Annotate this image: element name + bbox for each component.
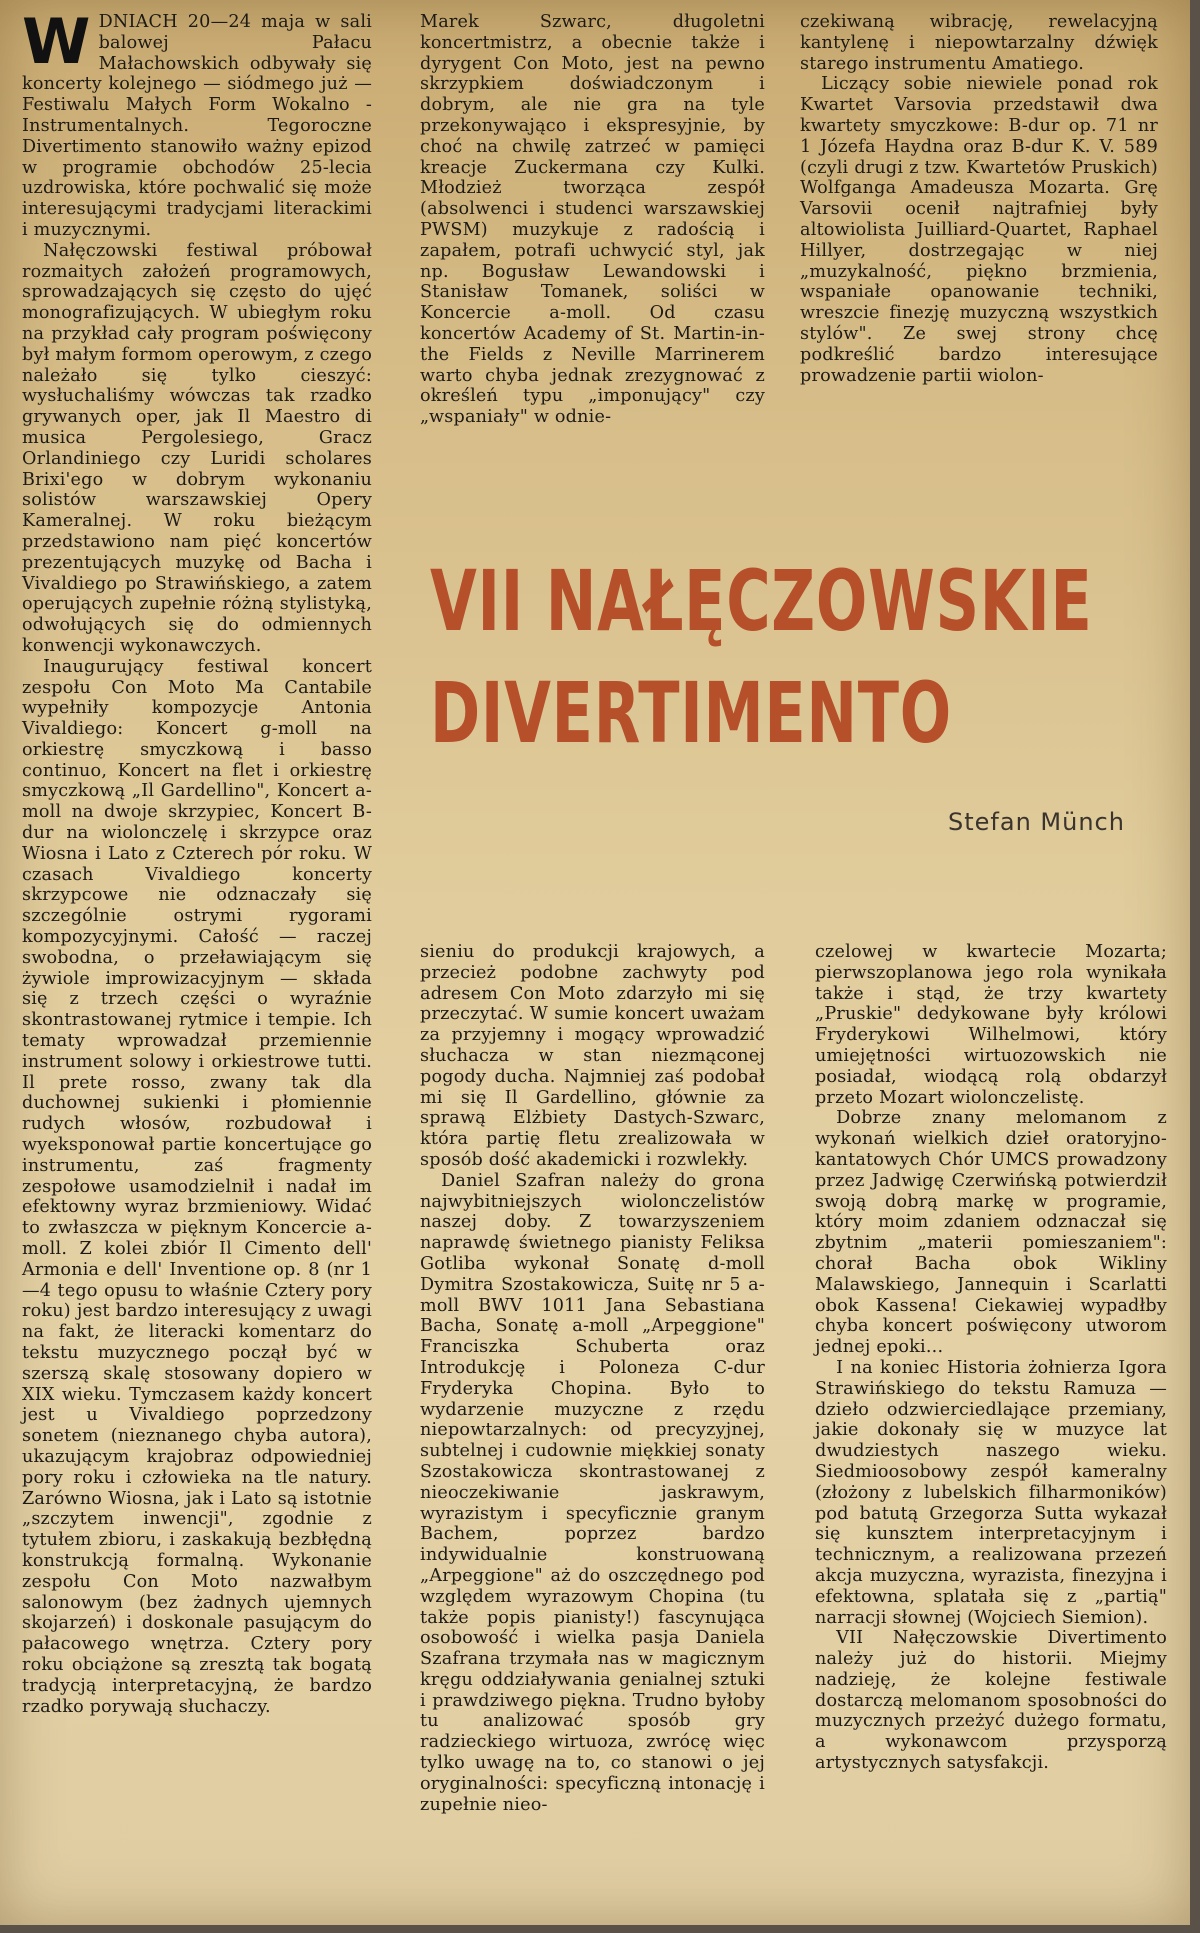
paragraph: Inaugurujący festiwal koncert zespołu Con Moto Ma Cantabile wypełniły kompozycje Antonia Vivaldiego: Koncert g-moll na orkiestrę smyczkową i basso continuo, Koncert na flet i orkiestrę smyczkową „Il Gardellino", Koncert a-moll na dwoje skrzypiec, Koncert B-dur na wiolonczelę i skrzypce oraz Wiosna i Lato z Czterech pór roku. W czasach Vivaldiego koncerty skrzypcowe nie odznaczały się szczególnie ostrymi rygorami kompozycyjnymi. Całość — raczej swobodna, o przeławiającym się żywiole improwizacyjnym — składa się z trzech części o wyraźnie skontrastowanej rytmice i tempie. Ich tematy wprowadzał przemiennie instrument solowy i orkiestrowe tutti. Il prete rosso, zwany tak dla duchownej sukienki i płomiennie rudych włosów, rozbudował i wyeksponował partie koncertujące go instrumentu, zaś fragmenty zespołowe usamodzielnił i nadał im efektowny wyraz brzmieniowy. Widać to zwłaszcza w pięknym Koncercie a-moll. Z kolei zbiór Il Cimento dell' Armonia e dell' Inventione op. 8 (nr 1—4 tego opusu to właśnie Cztery pory roku) jest bardzo interesujący z uwagi na fakt, że literacki komentarz do tekstu muzycznego począł być w szerszą skalę stosowany dopiero w XIX wieku. Tymczasem każdy koncert jest u Vivaldiego poprzedzony sonetem (nieznanego chyba autora), ukazującym krajobraz odpowiedniej pory roku i człowieka na tle natury. Zarówno Wiosna, jak i Lato są istotnie „szczytem inwencji", zgodnie z tytułem zbioru, i zaskakują bezbłędną konstrukcją formalną. Wykonanie zespołu Con Moto nazwałbym salonowym (bez żadnych ujemnych skojarzeń) i doskonale pasującym do pałacowego wnętrza. Cztery pory roku obciążone są zresztą tak bogatą tradycją interpretacyjną, że bardzo rzadko porywają słuchaczy. xyxy=(22,656,372,1717)
paragraph: VII Nałęczowskie Divertimento należy już do historii. Miejmy nadzieję, że kolejne festiwale dostarczą melomanom sposobności do muzycznych przeżyć dużego formatu, a wykonawcom przysporzą artystycznych satysfakcji. xyxy=(815,1628,1167,1774)
article-column-3-bottom xyxy=(815,942,1167,1774)
drop-cap: W xyxy=(22,5,91,78)
paragraph: sieniu do produkcji krajowych, a przecież podobne zachwyty pod adresem Con Moto zdarzyło mi się przeczytać. W sumie koncert uważam za przyjemny i mogący wprowadzić słuchacza w stan niezmąconej pogody ducha. Najmniej zaś podobał mi się Il Gardellino, głównie za sprawą Elżbiety Dastych-Szwarc, która partię fletu zrealizowała w sposób dość akademicki i rozwlekły. xyxy=(420,942,765,1170)
article-column-2-bottom xyxy=(420,942,765,1815)
article-column-1 xyxy=(22,5,372,1717)
headline-line-2: DIVERTIMENTO xyxy=(430,664,952,762)
article-column-3-top xyxy=(800,12,1158,386)
paragraph: czelowej w kwartecie Mozarta; pierwszoplanowa jego rola wynikała także i stąd, że trzy kwartety „Pruskie" dedykowane były królowi Fryderykowi Wilhelmowi, który umiejętności wirtuozowskich nie posiadał, wiodącą rolą obdarzył przeto Mozart wiolonczelistę. xyxy=(815,942,1167,1108)
paragraph: Nałęczowski festiwal próbował rozmaitych założeń programowych, sprowadzających się często do ujęć monografizujących. W ubiegłym roku na przykład cały program poświęcony był małym formom operowym, z czego należało się tylko cieszyć: wysłuchaliśmy wówczas tak rzadko grywanych oper, jak Il Maestro di musica Pergolesiego, Gracz Orlandiniego czy Luridi scholares Brixi'ego w dobrym wykonaniu solistów warszawskiej Opery Kameralnej. W roku bieżącym przedstawiono nam pięć koncertów prezentujących muzykę od Bacha i Vivaldiego po Strawińskiego, a zatem operujących zupełnie różną stylistyką, odwołujących się do odmiennych konwencji wykonawczych. xyxy=(22,240,372,656)
lead-text: DNIACH 20—24 maja w sali balowej Pałacu Małachowskich odbywały się koncerty kolejnego — siódmego już — Festiwalu Małych Form Wokalno - Instrumentalnych. Tegoroczne Divertimento stanowiło ważny epizod w programie obchodów 25-lecia uzdrowiska, które pochwalić się może interesującymi tradycjami literackimi i muzycznymi. xyxy=(22,12,372,240)
paragraph: Marek Szwarc, długoletni koncertmistrz, a obecnie także i dyrygent Con Moto, jest na pewno skrzypkiem doświadczonym i dobrym, ale nie gra na tyle przekonywająco i ekspresyjnie, by choć na chwilę zatrzeć w pamięci kreacje Zuckermana czy Kulki. Młodzież tworząca zespół (absolwenci i studenci warszawskiej PWSM) muzykuje z radością i zapałem, potrafi uchwycić styl, jak np. Bogusław Lewandowski i Stanisław Tomanek, soliści w Koncercie a-moll. Od czasu koncertów Academy of St. Martin-in-the Fields z Neville Marrinerem warto chyba jednak zrezygnować z określeń typu „imponujący" czy „wspaniały" w odnie- xyxy=(420,12,765,428)
paragraph: I na koniec Historia żołnierza Igora Strawińskiego do tekstu Ramuza — dzieło odzwierciedlające przemiany, jakie dokonały się w muzyce lat dwudziestych naszego wieku. Siedmioosobowy zespół kameralny (złożony z lubelskich filharmoników) pod batutą Grzegorza Sutta wykazał się kunsztem interpretacyjnym i technicznym, a realizowana przezeń akcja muzyczna, wyrazista, finezyjna i efektowna, splatała się z „partią" narracji słownej (Wojciech Siemion). xyxy=(815,1357,1167,1628)
headline-line-1: VII NAŁĘCZOWSKIE xyxy=(430,552,1093,650)
lead-paragraph xyxy=(22,5,372,241)
paragraph: Dobrze znany melomanom z wykonań wielkich dzieł oratoryjno-kantatowych Chór UMCS prowadzony przez Jadwigę Czerwińską potwierdził swoją dobrą markę w programie, który moim zdaniem odznaczał się zbytnim „materii pomieszaniem": chorał Bacha obok Wikliny Malawskiego, Jannequin i Scarlatti obok Kassena! Ciekawiej wypadłby chyba koncert poświęcony utworom jednej epoki... xyxy=(815,1108,1167,1358)
paragraph: Daniel Szafran należy do grona najwybitniejszych wiolonczelistów naszej doby. Z towarzyszeniem naprawdę świetnego pianisty Feliksa Gotliba wykonał Sonatę d-moll Dymitra Szostakowicza, Suitę nr 5 a-moll BWV 1011 Jana Sebastiana Bacha, Sonatę a-moll „Arpeggione" Franciszka Schuberta oraz Introdukcję i Poloneza C-dur Fryderyka Chopina. Było to wydarzenie muzyczne z rzędu niepowtarzalnych: od precyzyjnej, subtelnej i cudownie miękkiej sonaty Szostakowicza skontrastowanej z nieoczekiwanie jaskrawym, wyrazistym i specyficznie granym Bachem, poprzez bardzo indywidualnie konstruowaną „Arpeggione" aż do oszczędnego pod względem wyrazowym Chopina (tu także popis pianisty!) fascynująca osobowość i wielka pasja Daniela Szafrana trzymała nas w magicznym kręgu oddziaływania genialnej sztuki i prawdziwego piękna. Trudno byłoby tu analizować sposób gry radzieckiego wirtuoza, zwrócę więc tylko uwagę na to, co stanowi o jej oryginalności: specyficzną intonację i zupełnie nieo- xyxy=(420,1170,765,1815)
article-column-2-top xyxy=(420,12,765,428)
paragraph: czekiwaną wibrację, rewelacyjną kantylenę i niepowtarzalny dźwięk starego instrumentu Amatiego. xyxy=(800,12,1158,74)
byline: Stefan Münch xyxy=(948,808,1125,836)
headline xyxy=(430,545,1093,769)
paragraph: Liczący sobie niewiele ponad rok Kwartet Varsovia przedstawił dwa kwartety smyczkowe: B-dur op. 71 nr 1 Józefa Haydna oraz B-dur K. V. 589 (czyli drugi z tzw. Kwartetów Pruskich) Wolfganga Amadeusza Mozarta. Grę Varsovii ocenił najtrafniej były altowiolista Juilliard-Quartet, Raphael Hillyer, dostrzegając w niej „muzykalność, piękno brzmienia, wspaniałe opanowanie techniki, wreszcie finezję muzyczną wszystkich stylów". Ze swej strony chcę podkreślić bardzo interesujące prowadzenie partii wiolon- xyxy=(800,74,1158,386)
